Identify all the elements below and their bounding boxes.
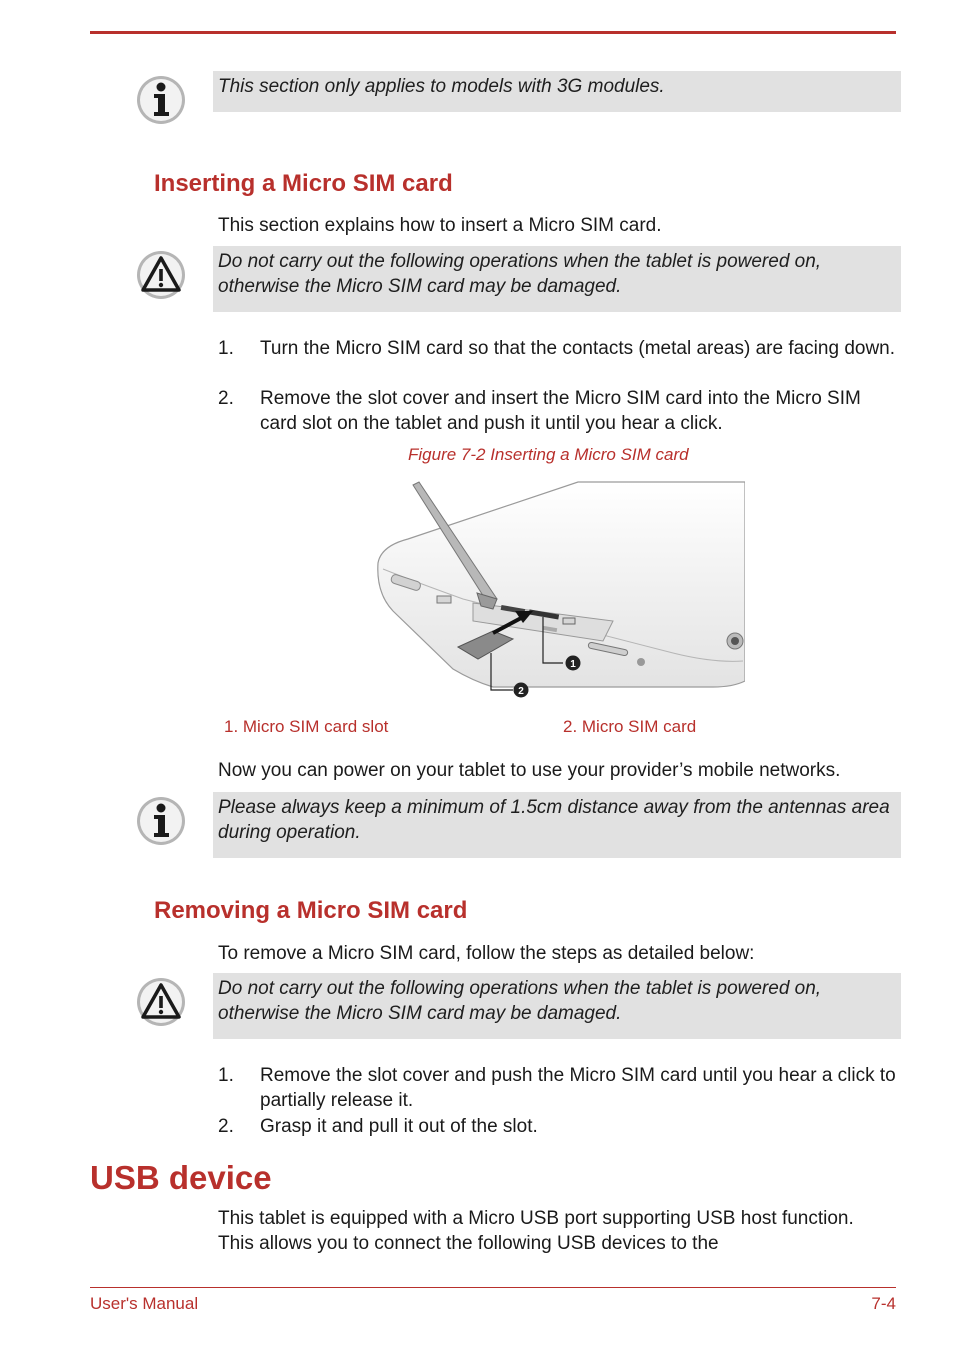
step-text: Remove the slot cover and insert the Micro SIM card into the Micro SIM card slot on the tablet and push it until you hear a click.	[260, 388, 861, 434]
step-text: Turn the Micro SIM card so that the contacts (metal areas) are facing down.	[260, 338, 896, 359]
heading-usb-device: USB device	[90, 1159, 272, 1196]
caution-insert: Do not carry out the following operations when the tablet is powered on, otherwise the Micro SIM card may be damaged.	[213, 246, 901, 312]
header-rule	[90, 31, 896, 34]
usb-intro: This tablet is equipped with a Micro USB port supporting USB host function. This allows you to connect the following USB devices to the	[218, 1208, 854, 1254]
insert-after: Now you can power on your tablet to use your provider’s mobile networks.	[218, 760, 841, 781]
caution-remove: Do not carry out the following operations when the tablet is powered on, otherwise the Micro SIM card may be damaged.	[213, 973, 901, 1039]
callout-1	[566, 656, 581, 671]
step-text: Grasp it and pull it out of the slot.	[260, 1116, 538, 1137]
figure-caption: Figure 7-2 Inserting a Micro SIM card	[408, 445, 689, 464]
note-antenna: Please always keep a minimum of 1.5cm distance away from the antennas area during operation.	[213, 792, 901, 858]
callout-2-label: 2	[518, 686, 524, 697]
remove-intro: To remove a Micro SIM card, follow the steps as detailed below:	[218, 943, 755, 964]
heading-inserting: Inserting a Micro SIM card	[154, 170, 453, 197]
info-icon	[135, 74, 187, 126]
note-3g: This section only applies to models with 3G modules.	[213, 71, 901, 112]
tablet-sim-illustration	[373, 481, 745, 703]
heading-removing: Removing a Micro SIM card	[154, 897, 468, 924]
caution-icon	[135, 249, 187, 301]
callout-1-label: 1	[570, 659, 576, 670]
step-number: 1.	[218, 1065, 234, 1086]
legend-item-2: 2. Micro SIM card	[563, 717, 697, 736]
footer-rule	[90, 1287, 896, 1288]
callout-2	[514, 683, 529, 698]
step-number: 2.	[218, 388, 234, 409]
info-icon	[135, 795, 187, 847]
footer-manual-label: User's Manual	[90, 1294, 199, 1313]
caution-icon	[135, 976, 187, 1028]
legend-item-1: 1. Micro SIM card slot	[224, 717, 389, 736]
footer-page-number: 7-4	[871, 1294, 896, 1313]
insert-intro: This section explains how to insert a Micro SIM card.	[218, 215, 662, 236]
step-number: 2.	[218, 1116, 234, 1137]
step-text: Remove the slot cover and push the Micro SIM card until you hear a click to partially release it.	[260, 1065, 896, 1111]
step-number: 1.	[218, 338, 234, 359]
